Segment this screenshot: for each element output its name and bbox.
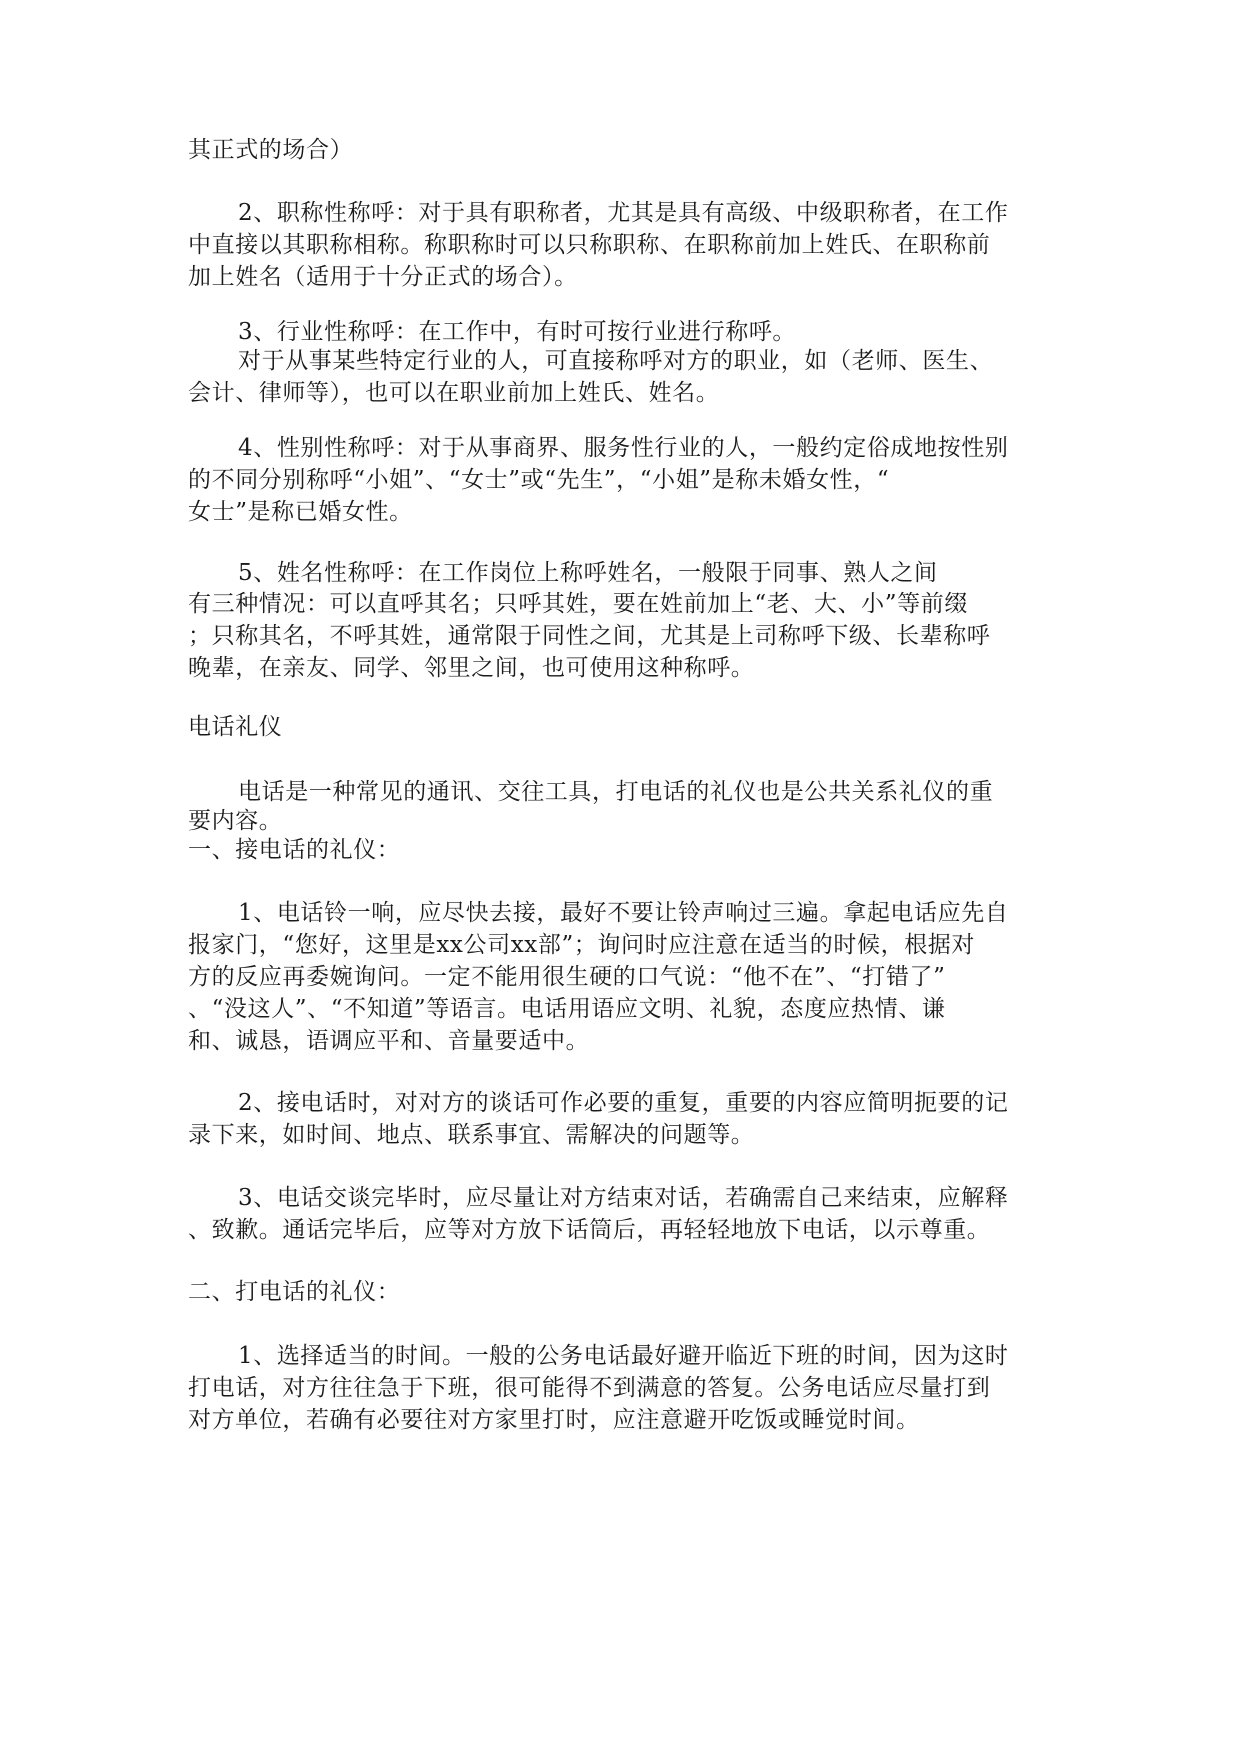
text-line: 打电话，对方往往急于下班，很可能得不到满意的答复。公务电话应尽量打到 xyxy=(188,1375,991,1401)
text-line: 1、选择适当的时间。一般的公务电话最好避开临近下班的时间，因为这时 xyxy=(238,1343,1009,1369)
text-line: 会计、律师等），也可以在职业前加上姓氏、姓名。 xyxy=(188,380,720,406)
text-line: 的不同分别称呼“小姐”、“女士”或“先生”，“小姐”是称未婚女性，“ xyxy=(188,467,890,493)
text-line: 3、行业性称呼：在工作中，有时可按行业进行称呼。 xyxy=(238,319,797,345)
text-line: 报家门，“您好，这里是xx公司xx部”；询问时应注意在适当的时候，根据对 xyxy=(188,932,976,958)
text-line: 晚辈，在亲友、同学、邻里之间，也可使用这种称呼。 xyxy=(188,655,755,681)
text-line: 、致歉。通话完毕后，应等对方放下话筒后，再轻轻地放下电话，以示尊重。 xyxy=(188,1217,991,1243)
text-line: 3、电话交谈完毕时，应尽量让对方结束对话，若确需自己来结束，应解释 xyxy=(238,1185,1009,1211)
text-line: ；只称其名，不呼其姓，通常限于同性之间，尤其是上司称呼下级、长辈称呼 xyxy=(188,623,991,649)
text-line: 2、职称性称呼：对于具有职称者，尤其是具有高级、中级职称者，在工作 xyxy=(238,200,1009,226)
subsection-heading: 二、打电话的礼仪： xyxy=(188,1279,401,1305)
text-line: 其正式的场合） xyxy=(188,137,354,163)
text-line: 对方单位，若确有必要往对方家里打时，应注意避开吃饭或睡觉时间。 xyxy=(188,1407,920,1433)
text-line: 对于从事某些特定行业的人，可直接称呼对方的职业，如（老师、医生、 xyxy=(238,348,994,374)
text-line: 2、接电话时，对对方的谈话可作必要的重复，重要的内容应简明扼要的记 xyxy=(238,1090,1009,1116)
text-line: 5、姓名性称呼：在工作岗位上称呼姓名，一般限于同事、熟人之间 xyxy=(238,560,938,586)
text-line: 录下来，如时间、地点、联系事宜、需解决的问题等。 xyxy=(188,1122,755,1148)
subsection-heading: 一、接电话的礼仪： xyxy=(188,837,401,863)
text-line: 女士”是称已婚女性。 xyxy=(188,499,413,525)
text-line: 要内容。 xyxy=(188,808,283,834)
text-line: 、“没这人”、“不知道”等语言。电话用语应文明、礼貌，态度应热情、谦 xyxy=(188,996,946,1022)
text-line: 电话是一种常见的通讯、交往工具，打电话的礼仪也是公共关系礼仪的重 xyxy=(238,779,994,805)
text-line: 中直接以其职称相称。称职称时可以只称职称、在职称前加上姓氏、在职称前 xyxy=(188,232,991,258)
text-line: 和、诚恳，语调应平和、音量要适中。 xyxy=(188,1028,590,1054)
section-heading: 电话礼仪 xyxy=(188,714,283,740)
text-line: 1、电话铃一响，应尽快去接，最好不要让铃声响过三遍。拿起电话应先自 xyxy=(238,900,1009,926)
text-line: 加上姓名（适用于十分正式的场合）。 xyxy=(188,264,578,290)
text-line: 4、性别性称呼：对于从事商界、服务性行业的人，一般约定俗成地按性别 xyxy=(238,435,1009,461)
text-line: 方的反应再委婉询问。一定不能用很生硬的口气说：“他不在”、“打错了” xyxy=(188,964,946,990)
text-line: 有三种情况：可以直呼其名；只呼其姓，要在姓前加上“老、大、小”等前缀 xyxy=(188,591,968,617)
